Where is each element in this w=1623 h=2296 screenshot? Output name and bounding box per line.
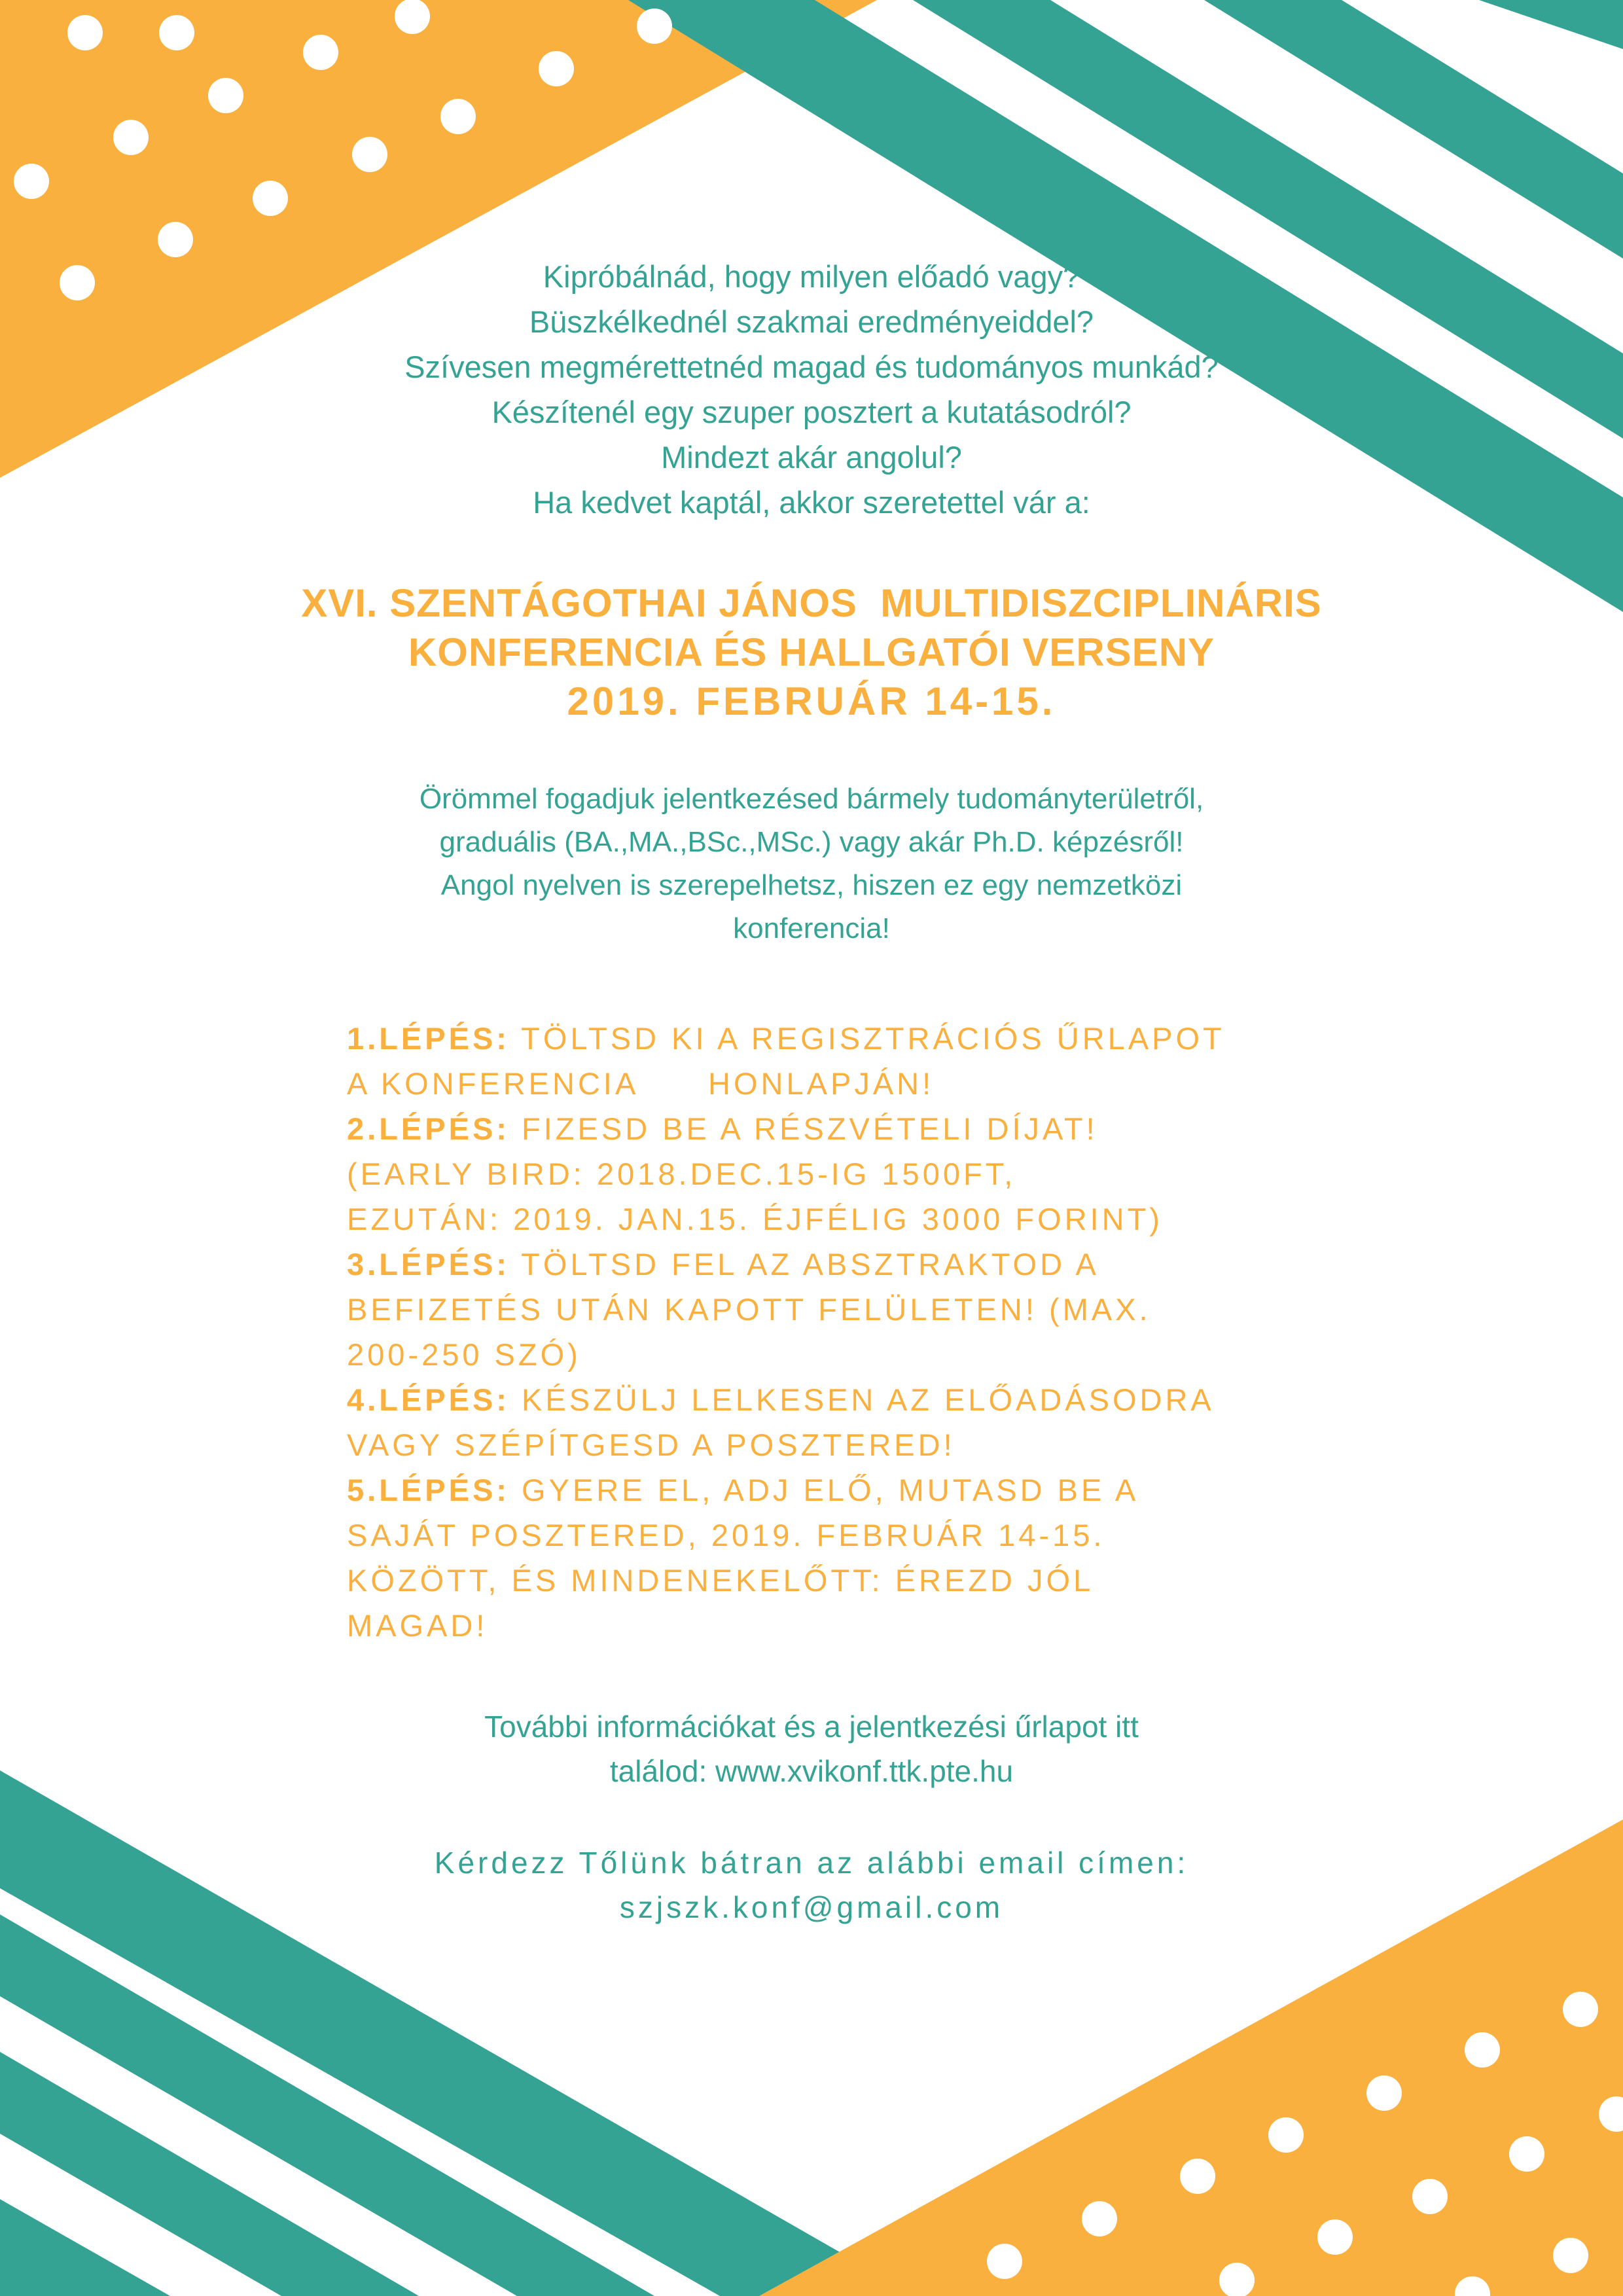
dot	[159, 15, 194, 50]
step-line	[347, 1106, 1329, 1151]
step-line	[347, 1016, 1329, 1061]
dot	[303, 35, 338, 70]
step-line: KÖZÖTT, ÉS MINDENEKELŐTT: ÉREZD JÓL	[347, 1563, 1094, 1598]
step-line	[347, 1467, 1329, 1513]
step-line	[347, 1377, 1329, 1422]
conference-date: 2019. FEBRUÁR 14-15.	[567, 679, 1056, 723]
dot	[1412, 2179, 1448, 2214]
dot	[637, 9, 672, 44]
step-line: BEFIZETÉS UTÁN KAPOTT FELÜLETEN! (MAX.	[347, 1292, 1151, 1327]
step-text: TÖLTSD FEL AZ ABSZTRAKTOD A	[521, 1247, 1099, 1282]
dot	[395, 0, 430, 34]
step-line: 200-250 SZÓ)	[347, 1337, 581, 1372]
intro-line: Szívesen megmérettetnéd magad és tudományos munkád?	[404, 350, 1219, 384]
dot	[539, 51, 574, 86]
intro-line: Kipróbálnád, hogy milyen előadó vagy?	[543, 259, 1080, 294]
intro-line: Büszkélkednél szakmai eredményeiddel?	[529, 304, 1094, 339]
step-label: 2.LÉPÉS:	[347, 1111, 510, 1146]
intro-line: Ha kedvet kaptál, akkor szeretettel vár a:	[533, 485, 1090, 520]
contact-section	[0, 1840, 1623, 1929]
dot	[1180, 2159, 1215, 2194]
step-line: SAJÁT POSZTERED, 2019. FEBRUÁR 14-15.	[347, 1518, 1105, 1552]
dot	[1465, 2032, 1500, 2068]
dot	[1317, 2219, 1353, 2255]
dot	[987, 2244, 1022, 2279]
step-text: FIZESD BE A RÉSZVÉTELI DÍJAT!	[522, 1111, 1098, 1146]
step-label: 3.LÉPÉS:	[347, 1247, 510, 1282]
step-4	[347, 1377, 1329, 1467]
dot	[208, 78, 243, 113]
top-right-teal-stripe-4	[1479, 0, 1623, 49]
intro-line: Készítenél egy szuper posztert a kutatásodról?	[491, 395, 1132, 429]
contact-email[interactable]: szjszk.konf@gmail.com	[619, 1890, 1004, 1924]
step-5	[347, 1467, 1329, 1648]
welcome-paragraph	[0, 778, 1623, 950]
title-line: XVI. SZENTÁGOTHAI JÁNOS MULTIDISZCIPLINÁRIS	[301, 581, 1322, 625]
info-link-line[interactable]: találod: www.xvikonf.ttk.pte.hu	[609, 1754, 1014, 1788]
step-text: GYERE EL, ADJ ELŐ, MUTASD BE A	[522, 1473, 1139, 1507]
dot	[440, 99, 476, 134]
step-label: 5.LÉPÉS:	[347, 1473, 510, 1507]
step-label: 1.LÉPÉS:	[347, 1021, 510, 1056]
intro-questions	[0, 254, 1623, 525]
dot	[14, 164, 49, 199]
dot	[253, 181, 288, 216]
step-line: (EARLY BIRD: 2018.DEC.15-IG 1500FT,	[347, 1157, 1016, 1191]
dot	[67, 15, 103, 50]
step-text: TÖLTSD KI A REGISZTRÁCIÓS ŰRLAPOT	[521, 1021, 1225, 1056]
step-line	[347, 1242, 1329, 1287]
dot	[1268, 2117, 1304, 2153]
contact-line: Kérdezz Tőlünk bátran az alábbi email címen:	[434, 1846, 1189, 1880]
step-text: KÉSZÜLJ LELKESEN AZ ELŐADÁSODRA	[522, 1382, 1215, 1417]
welcome-line: graduális (BA.,MA.,BSc.,MSc.) vagy akár Ph.D. képzésről!	[439, 826, 1184, 858]
title-line: KONFERENCIA ÉS HALLGATÓI VERSENY	[408, 630, 1215, 674]
info-line: További információkat és a jelentkezési űrlapot itt	[484, 1710, 1139, 1744]
dot	[352, 137, 387, 172]
conference-title	[0, 579, 1623, 726]
step-line: VAGY SZÉPÍTGESD A POSZTERED!	[347, 1427, 955, 1462]
dot	[1563, 1992, 1598, 2027]
steps-list	[347, 1016, 1329, 1648]
dot	[1366, 2075, 1402, 2111]
step-line: EZUTÁN: 2019. JAN.15. ÉJFÉLIG 3000 FORINT)	[347, 1202, 1163, 1236]
step-line: A KONFERENCIA HONLAPJÁN!	[347, 1066, 935, 1101]
dot	[1082, 2201, 1117, 2236]
step-label: 4.LÉPÉS:	[347, 1382, 510, 1417]
dot	[158, 222, 193, 257]
more-info	[0, 1704, 1623, 1793]
welcome-line: Örömmel fogadjuk jelentkezésed bármely tudományterületről,	[419, 783, 1204, 815]
welcome-line: konferencia!	[733, 912, 890, 944]
step-2	[347, 1106, 1329, 1242]
dot	[113, 120, 149, 155]
step-1	[347, 1016, 1329, 1106]
dot	[1509, 2136, 1544, 2172]
welcome-line: Angol nyelven is szerepelhetsz, hiszen ez egy nemzetközi	[440, 869, 1183, 901]
top-right-teal-stripe-3	[1204, 0, 1623, 259]
dot	[1553, 2238, 1588, 2273]
intro-line: Mindezt akár angolul?	[661, 440, 962, 475]
step-3	[347, 1242, 1329, 1377]
step-line: MAGAD!	[347, 1608, 488, 1643]
